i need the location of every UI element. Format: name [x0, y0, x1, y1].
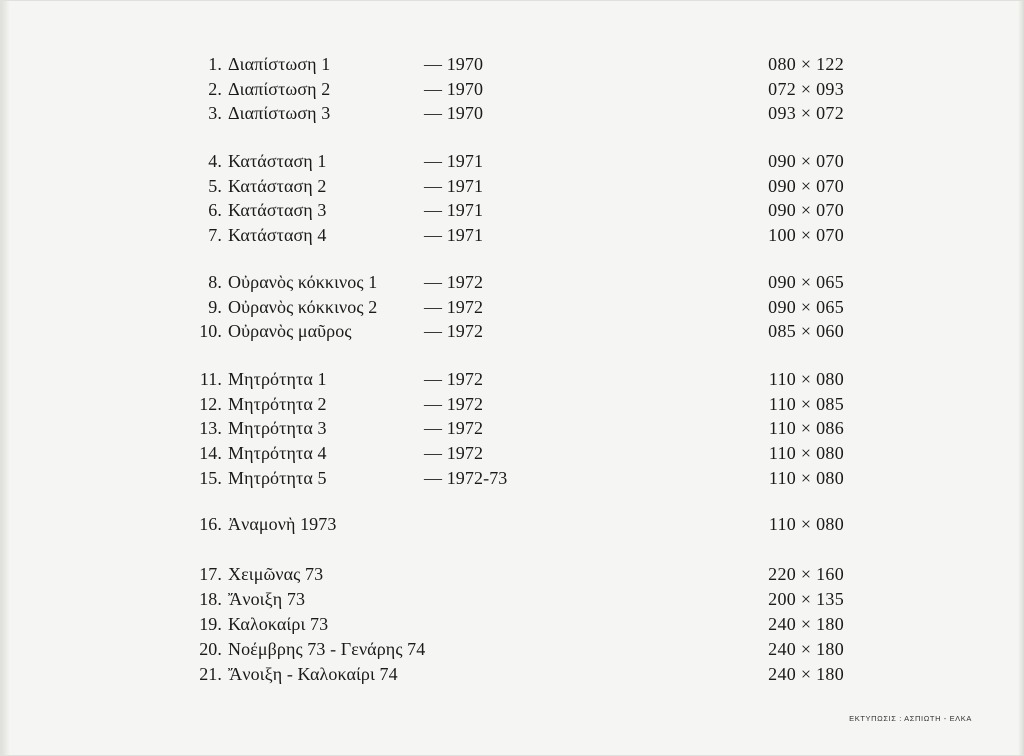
entry-number: 19.	[199, 614, 222, 634]
work-entry	[0, 512, 1024, 536]
entry-title: Νοέμβρης 73 - Γενάρης 74	[228, 639, 426, 659]
entry-dimensions: 080 × 122	[768, 54, 844, 74]
entry-title: Καλοκαίρι 73	[228, 614, 329, 634]
entry-year: — 1972	[424, 418, 484, 438]
entry-dimensions: 090 × 065	[768, 297, 844, 317]
entry-number: 15.	[199, 468, 222, 488]
entry-number: 9.	[208, 297, 222, 317]
work-entry	[0, 441, 1024, 465]
entry-dimensions: 110 × 080	[768, 468, 844, 488]
work-entry	[0, 637, 1024, 661]
entry-title: Κατάσταση 3	[228, 200, 327, 220]
entry-dimensions: 072 × 093	[768, 79, 844, 99]
entry-title: Ἀναμονὴ 1973	[228, 514, 337, 534]
entry-year: — 1970	[424, 103, 484, 123]
entry-number: 8.	[208, 272, 222, 292]
entry-number: 6.	[208, 200, 222, 220]
work-entry	[0, 223, 1024, 247]
entry-title: Κατάσταση 1	[228, 151, 327, 171]
entry-year: — 1972	[424, 369, 484, 389]
entry-number: 5.	[208, 176, 222, 196]
entry-dimensions: 110 × 080	[768, 514, 844, 534]
entry-title: Κατάσταση 2	[228, 176, 327, 196]
entry-number: 2.	[208, 79, 222, 99]
entry-title: Μητρότητα 2	[228, 394, 327, 414]
entry-year: — 1971	[424, 176, 484, 196]
entry-year: — 1971	[424, 200, 484, 220]
work-entry	[0, 174, 1024, 198]
entry-dimensions: 240 × 180	[768, 639, 844, 659]
entry-number: 3.	[208, 103, 222, 123]
entry-year: — 1970	[424, 79, 484, 99]
entry-dimensions: 240 × 180	[768, 664, 844, 684]
work-entry	[0, 52, 1024, 76]
entry-number: 17.	[199, 564, 222, 584]
entry-dimensions: 110 × 086	[768, 418, 844, 438]
entry-number: 12.	[199, 394, 222, 414]
entry-year: — 1972	[424, 394, 484, 414]
entry-title: Χειμῶνας 73	[228, 564, 324, 584]
entry-dimensions: 110 × 085	[768, 394, 844, 414]
entry-number: 16.	[199, 514, 222, 534]
entry-dimensions: 090 × 070	[768, 200, 844, 220]
work-entry	[0, 319, 1024, 343]
entry-dimensions: 200 × 135	[768, 589, 844, 609]
entry-dimensions: 090 × 065	[768, 272, 844, 292]
entry-title: Μητρότητα 3	[228, 418, 327, 438]
entry-dimensions: 093 × 072	[768, 103, 844, 123]
work-entry	[0, 587, 1024, 611]
entry-dimensions: 085 × 060	[768, 321, 844, 341]
work-entry	[0, 295, 1024, 319]
entry-title: Μητρότητα 5	[228, 468, 327, 488]
entry-number: 4.	[208, 151, 222, 171]
entry-number: 1.	[208, 54, 222, 74]
work-entry	[0, 562, 1024, 586]
work-entry	[0, 198, 1024, 222]
entry-dimensions: 220 × 160	[768, 564, 844, 584]
entry-title: Οὐρανὸς κόκκινος 2	[228, 297, 378, 317]
entry-number: 13.	[199, 418, 222, 438]
entry-number: 20.	[199, 639, 222, 659]
work-entry	[0, 367, 1024, 391]
entry-title: Διαπίστωση 3	[228, 103, 331, 123]
work-entry	[0, 392, 1024, 416]
entry-number: 18.	[199, 589, 222, 609]
work-entry	[0, 77, 1024, 101]
entry-year: — 1970	[424, 54, 484, 74]
entry-number: 14.	[199, 443, 222, 463]
entry-year: — 1972	[424, 443, 484, 463]
work-entry	[0, 612, 1024, 636]
work-entry	[0, 466, 1024, 490]
entry-year: — 1971	[424, 151, 484, 171]
entry-dimensions: 110 × 080	[768, 369, 844, 389]
entry-number: 11.	[199, 369, 222, 389]
entry-number: 7.	[208, 225, 222, 245]
work-entry	[0, 662, 1024, 686]
printer-credit: ΕΚΤΥΠΩΣΙΣ : ΑΣΠΙΩΤΗ - ΕΛΚΑ	[849, 714, 972, 723]
work-entry	[0, 101, 1024, 125]
entry-title: Ἄνοιξη - Καλοκαίρι 74	[228, 664, 398, 684]
entry-title: Ἄνοιξη 73	[228, 589, 306, 609]
work-entry	[0, 149, 1024, 173]
work-entry	[0, 270, 1024, 294]
entry-title: Διαπίστωση 2	[228, 79, 331, 99]
entry-title: Μητρότητα 1	[228, 369, 327, 389]
entry-year: — 1972-73	[424, 468, 508, 488]
entry-title: Μητρότητα 4	[228, 443, 327, 463]
work-entry	[0, 416, 1024, 440]
entry-title: Οὐρανὸς κόκκινος 1	[228, 272, 378, 292]
entry-year: — 1972	[424, 272, 484, 292]
entry-dimensions: 090 × 070	[768, 151, 844, 171]
entry-year: — 1972	[424, 321, 484, 341]
entry-dimensions: 100 × 070	[768, 225, 844, 245]
entry-dimensions: 090 × 070	[768, 176, 844, 196]
entry-number: 10.	[199, 321, 222, 341]
entry-number: 21.	[199, 664, 222, 684]
entry-dimensions: 110 × 080	[768, 443, 844, 463]
entry-title: Διαπίστωση 1	[228, 54, 331, 74]
entry-title: Οὐρανὸς μαῦρος	[228, 321, 352, 341]
entry-year: — 1972	[424, 297, 484, 317]
entry-year: — 1971	[424, 225, 484, 245]
entry-title: Κατάσταση 4	[228, 225, 327, 245]
entry-dimensions: 240 × 180	[768, 614, 844, 634]
